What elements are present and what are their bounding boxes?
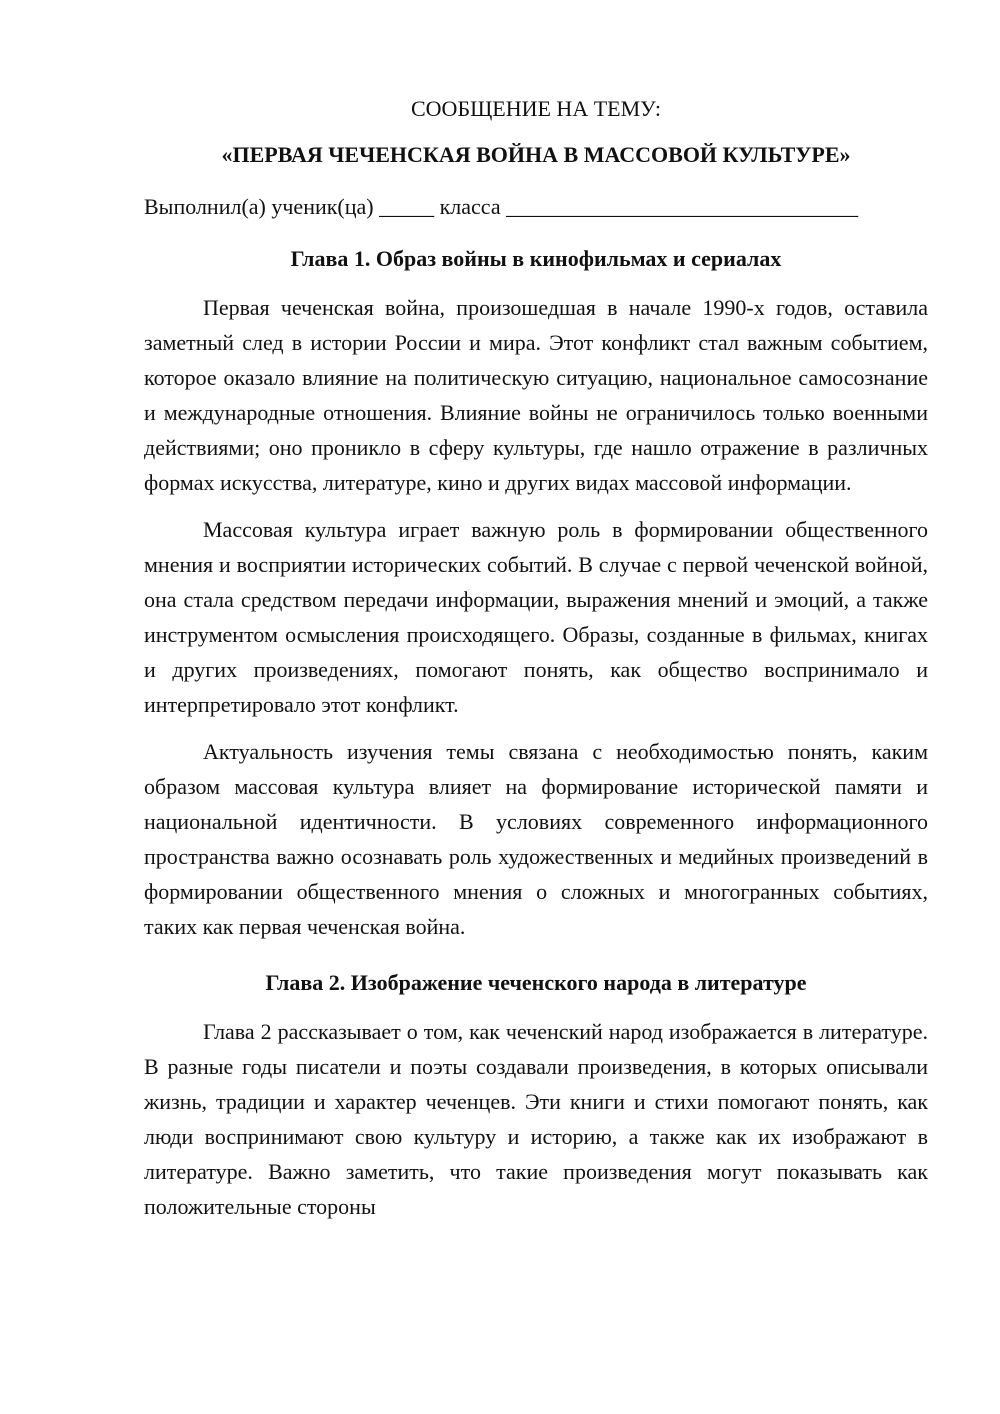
chapter-1-heading: Глава 1. Образ войны в кинофильмах и сериалах: [290, 246, 782, 271]
chapter-2-heading: Глава 2. Изображение чеченского народа в литературе: [265, 970, 807, 995]
author-signature-line: Выполнил(а) ученик(ца) _____ класса ________________________________: [144, 194, 859, 219]
chapter-2-paragraph-1: Глава 2 рассказывает о том, как чеченский народ изображается в литературе. В разные годы писатели и поэты создавали произведения, в которых описывали жизнь, традиции и характер чеченцев. Эти книги и стихи помогают понять, как люди воспринимают свою культуру и историю, а также как их изображают в литературе. Важно заметить, что такие произведения могут показывать как положительные стороны: [144, 1019, 928, 1219]
chapter-1-paragraph-2: Массовая культура играет важную роль в формировании общественного мнения и восприятии исторических событий. В случае с первой чеченской войной, она стала средством передачи информации, выражения мнений и эмоций, а также инструментом осмысления происходящего. Образы, созданные в фильмах, книгах и других произведениях, помогают понять, как общество воспринимало и интерпретировало этот конфликт.: [144, 517, 928, 717]
chapter-1-paragraph-1: Первая чеченская война, произошедшая в начале 1990-х годов, оставила заметный след в истории России и мира. Этот конфликт стал важным событием, которое оказало влияние на политическую ситуацию, национальное самосознание и международные отношения. Влияние войны не ограничилось только военными действиями; оно проникло в сферу культуры, где нашло отражение в различных формах искусства, литературе, кино и других видах массовой информации.: [144, 295, 928, 495]
document-title: СООБЩЕНИЕ НА ТЕМУ:: [411, 96, 661, 121]
document-topic: «ПЕРВАЯ ЧЕЧЕНСКАЯ ВОЙНА В МАССОВОЙ КУЛЬТУРЕ»: [221, 142, 851, 167]
document-page: [144, 96, 928, 1224]
chapter-1-paragraph-3: Актуальность изучения темы связана с необходимостью понять, каким образом массовая культура влияет на формирование исторической памяти и национальной идентичности. В условиях современного информационного пространства важно осознавать роль художественных и медийных произведений в формировании общественного мнения о сложных и многогранных событиях, таких как первая чеченская война.: [144, 739, 928, 939]
